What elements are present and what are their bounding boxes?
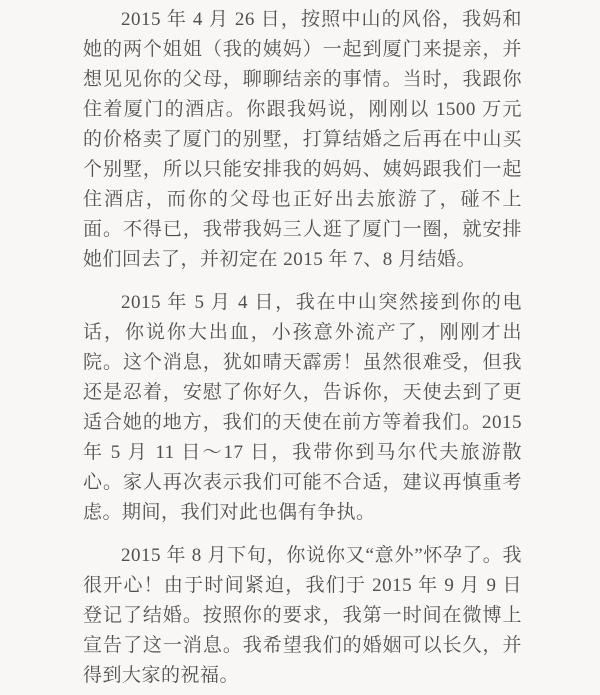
paragraph-marriage-registration: 2015 年 8 月下旬，你说你又“意外”怀孕了。我很开心！由于时间紧迫，我们于 2015 年 9 月 9 日登记了结婚。按照你的要求，我第一时间在微博上宣告了这一消息。我希望我们的婚姻可以长久，并得到大家的祝福。 <box>83 545 522 686</box>
paragraph-proposal-visit: 2015 年 4 月 26 日，按照中山的风俗，我妈和她的两个姐姐（我的姨妈）一起到厦门来提亲，并想见见你的父母，聊聊结亲的事情。当时，我跟你住着厦门的酒店。你跟我妈说，刚刚以 1500 万元的价格卖了厦门的别墅，打算结婚之后再在中山买个别墅，所以只能安排我的妈妈、姨妈跟我们一起住酒店，而你的父母也正好出去旅游了，碰不上面。不得已，我带我妈三人逛了厦门一圈，就安排她们回去了，并初定在 2015 年 7、8 月结婚。 <box>83 9 522 270</box>
paragraph-miscarriage-trip: 2015 年 5 月 4 日，我在中山突然接到你的电话，你说你大出血，小孩意外流产了，刚刚才出院。这个消息，犹如晴天霹雳！虽然很难受，但我还是忍着，安慰了你好久，告诉你，天使去到了更适合她的地方，我们的天使在前方等着我们。2015 年 5 月 11 日～17 日，我带你到马尔代夫旅游散心。家人再次表示我们可能不合适，建议再慎重考虑。期间，我们对此也偶有争执。 <box>83 292 522 523</box>
